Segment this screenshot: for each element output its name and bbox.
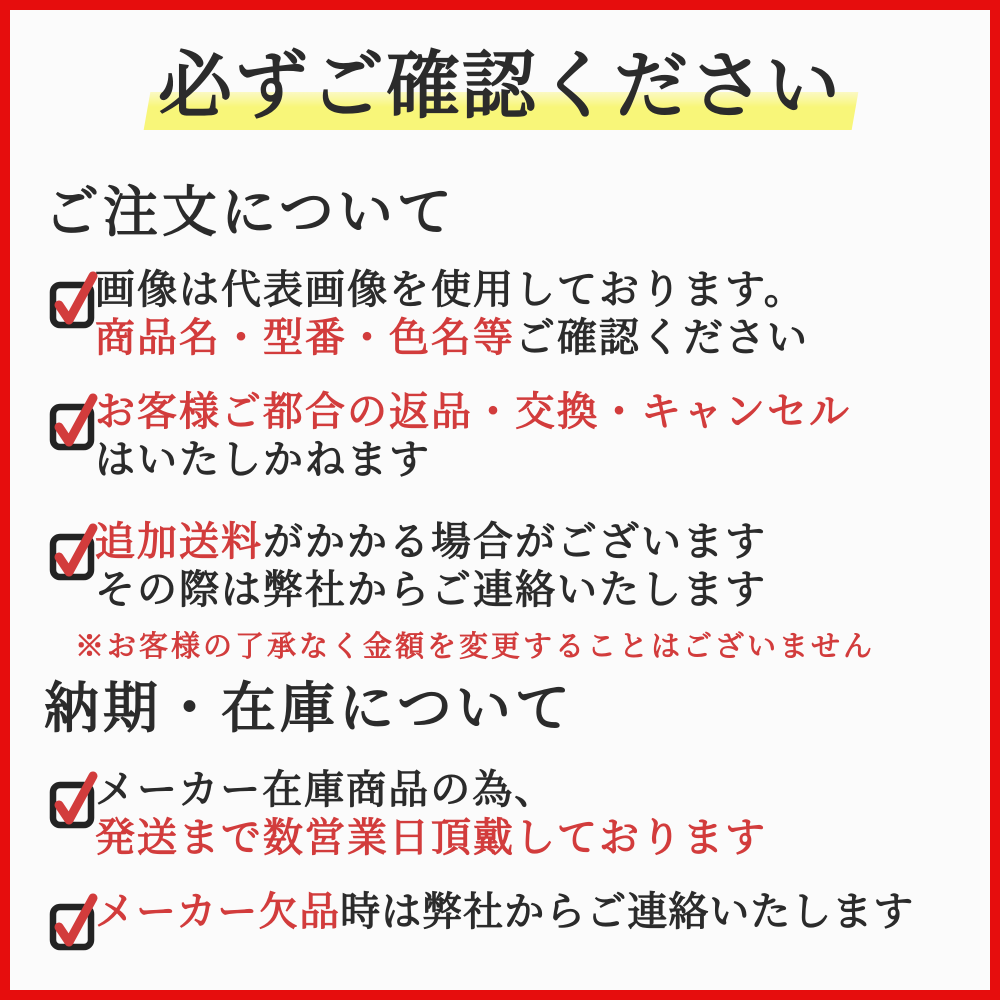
item-line [95,518,875,566]
item-line [95,436,851,484]
text-segment: 時は弊社からご連絡いたします [340,889,915,934]
note-text: ※お客様の了承なく金額を変更することはございません [75,631,876,663]
checkbox-checked-icon [49,523,95,581]
checklist-item-representative-image [49,266,809,362]
text-segment: はいたしかねます [95,437,431,482]
checkbox-checked-icon [49,893,95,951]
item-text [95,888,914,936]
page-title: 必ずご確認ください [158,46,842,128]
item-line [95,388,851,436]
text-segment: メーカー在庫商品の為、 [95,767,557,812]
item-line [95,314,809,362]
text-segment-emphasis: 商品名・型番・色名等 [95,315,515,360]
item-text [95,388,851,484]
item-line [95,266,809,314]
item-line [95,766,767,814]
section-heading-stock: 納期・在庫について [44,678,574,739]
text-segment-emphasis: 発送まで数営業日頂戴しております [95,815,767,860]
item-line [95,888,914,936]
item-line [95,566,875,614]
text-segment-emphasis: メーカー欠品 [95,889,341,934]
item-text [95,266,809,362]
text-segment: がかかる場合がございます [263,519,767,564]
item-text [75,518,876,664]
checklist-item-maker-stock [49,766,767,862]
checkbox-checked-icon [49,271,95,329]
text-segment: 画像は代表画像を使用しております。 [95,267,806,312]
text-segment: その際は弊社からご連絡いたします [95,567,767,612]
checkbox-checked-icon [49,771,95,829]
checklist-item-no-returns [49,388,851,484]
checklist-item-extra-shipping [49,518,875,664]
checklist-item-maker-shortage [49,888,914,951]
item-line [95,814,767,862]
text-segment-emphasis: お客様ご都合の返品・交換・キャンセル [95,389,851,434]
section-heading-order: ご注文について [44,182,456,243]
text-segment: ご確認ください [515,315,809,360]
item-text [95,766,767,862]
checkbox-checked-icon [49,393,95,451]
text-segment-emphasis: 追加送料 [95,519,263,564]
